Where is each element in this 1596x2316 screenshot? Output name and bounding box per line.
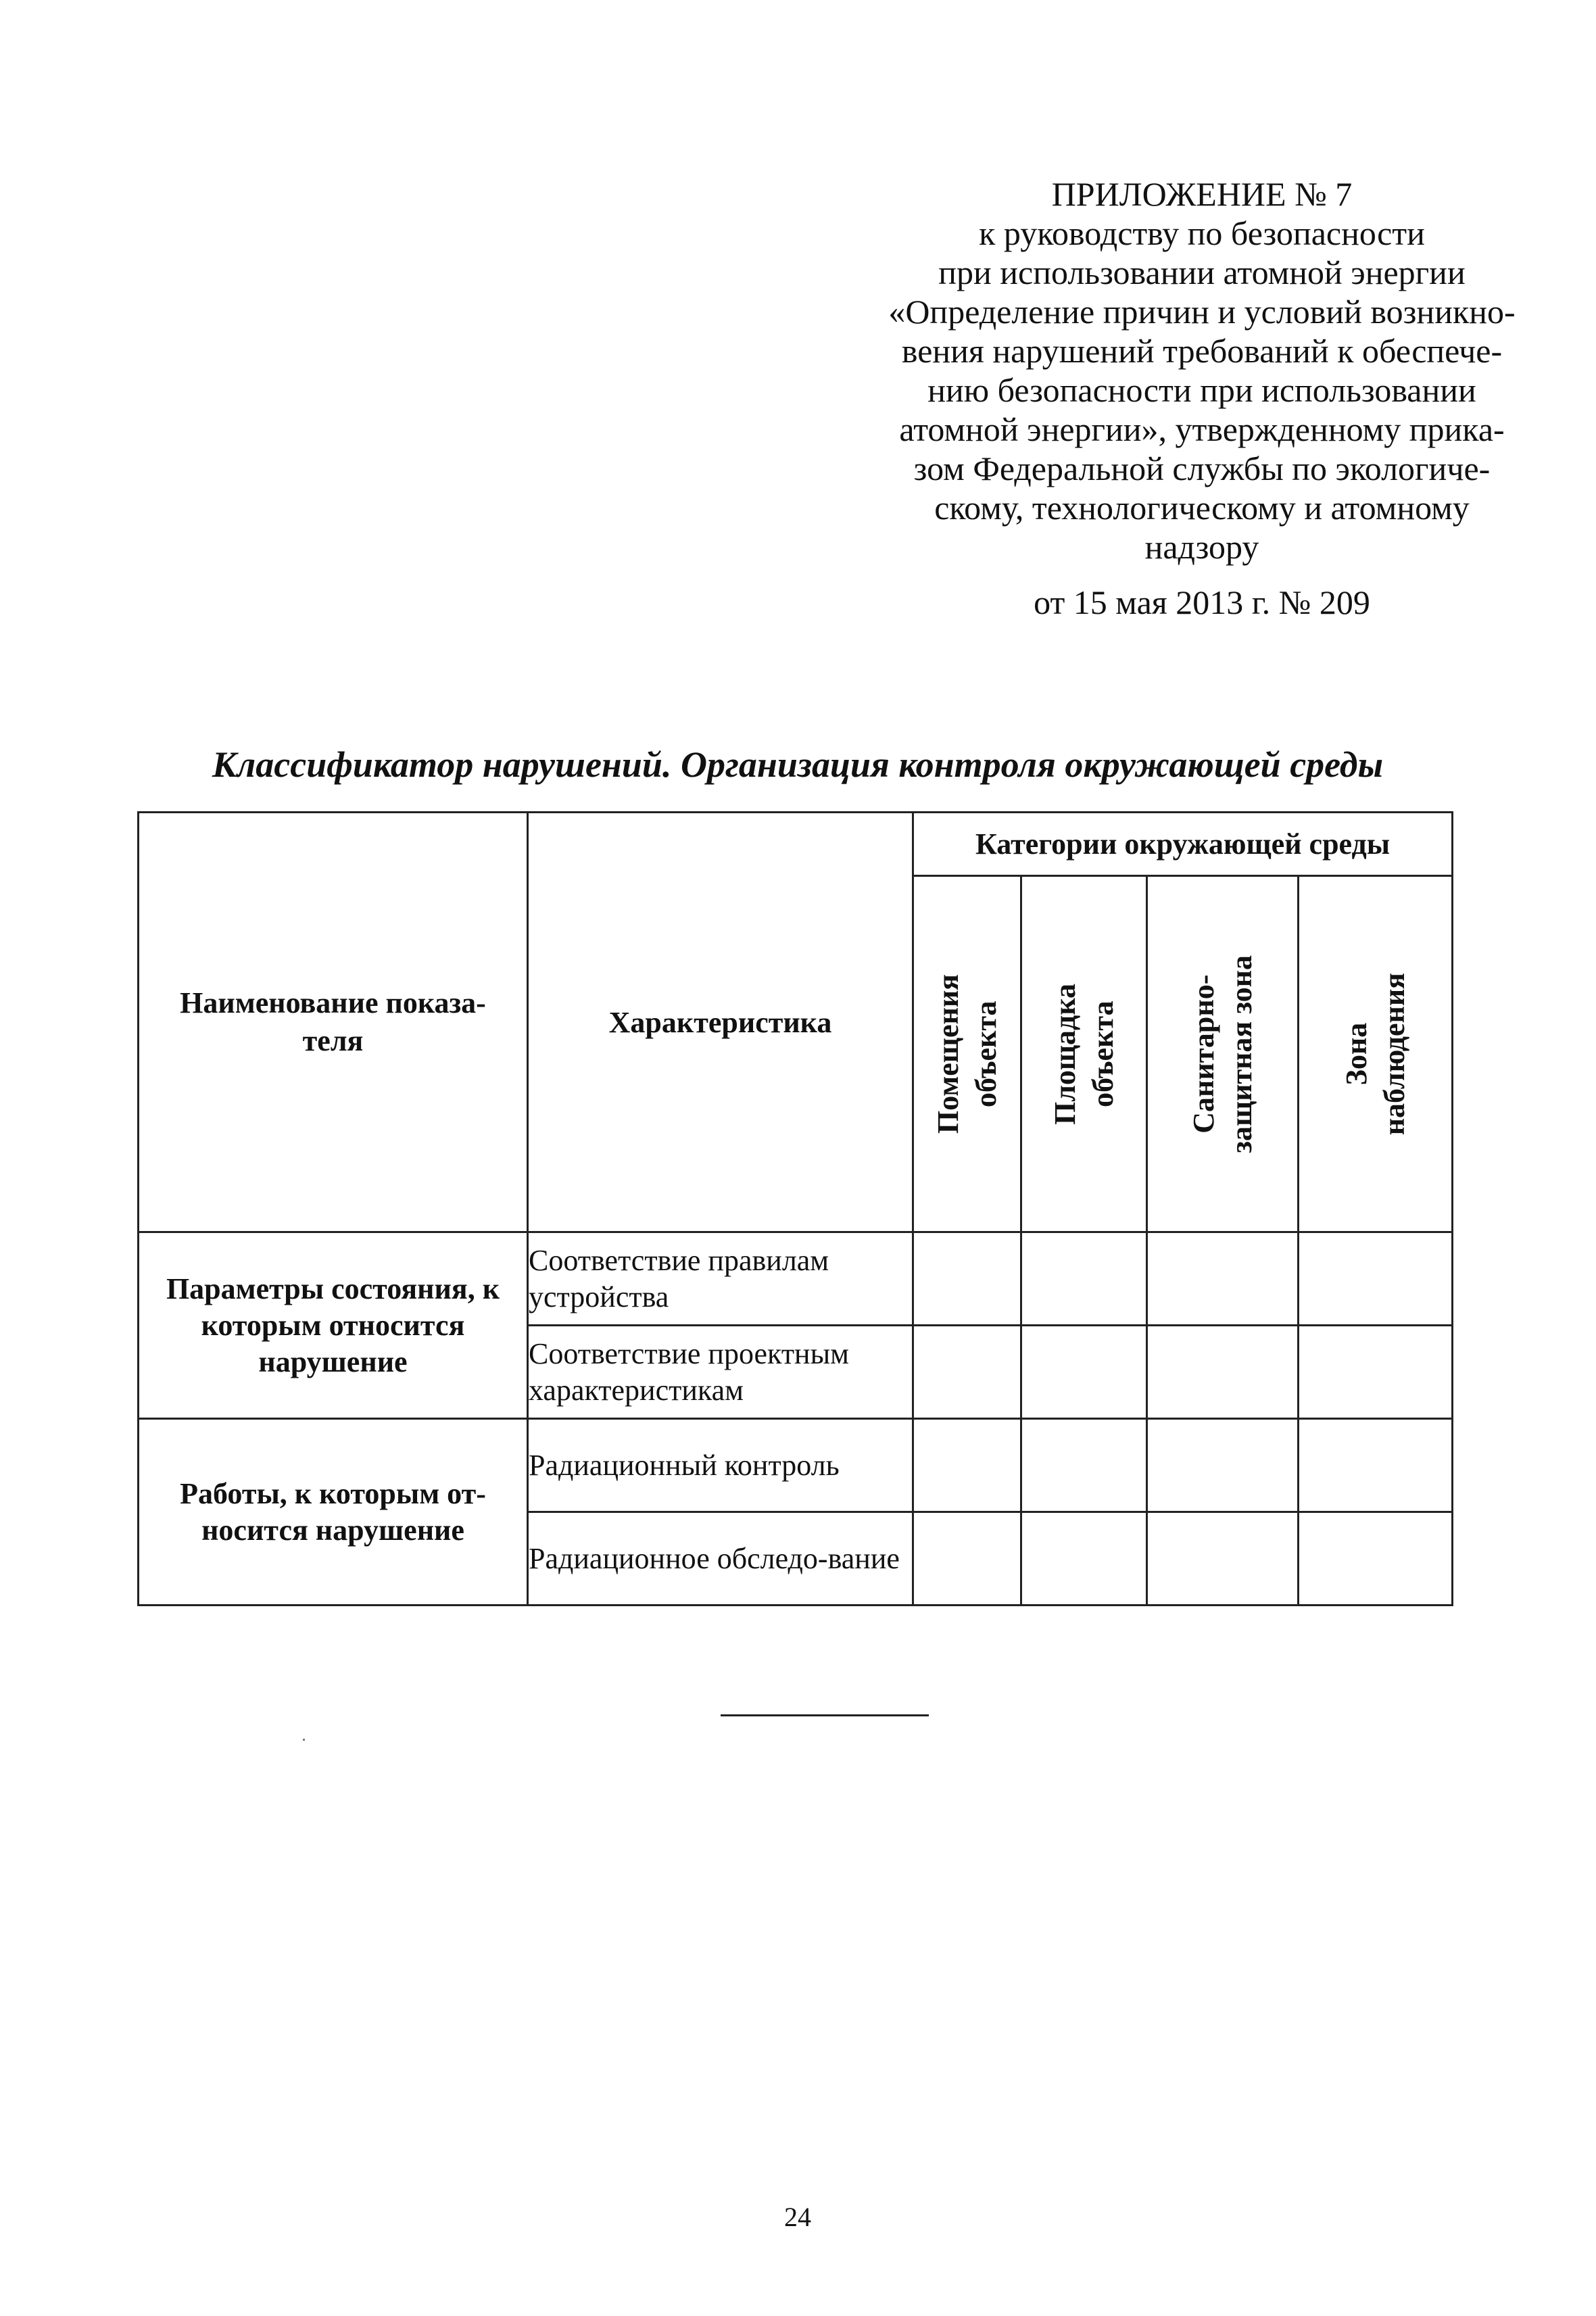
closing-rule xyxy=(721,1714,929,1716)
appendix-line: к руководству по безопасности xyxy=(979,214,1425,252)
document-title: Классификатор нарушений. Организация контроля окружающей среды xyxy=(212,744,1384,785)
appendix-heading: ПРИЛОЖЕНИЕ № 7 xyxy=(1051,175,1353,213)
table-header-row xyxy=(139,813,1453,876)
characteristic-cell: Радиационное обследо-вание xyxy=(528,1512,913,1606)
appendix-line: зом Федеральной службы по экологиче- xyxy=(913,450,1491,487)
characteristic-cell: Соответствие проектным характеристикам xyxy=(528,1326,913,1419)
group-cell: Параметры состояния, к которым относится нарушение xyxy=(139,1232,528,1419)
empty-cell xyxy=(1021,1232,1147,1326)
page-number: 24 xyxy=(784,2202,811,2232)
empty-cell xyxy=(1147,1326,1299,1419)
table-row xyxy=(139,1232,1453,1326)
appendix-line: при использовании атомной энергии xyxy=(938,254,1466,291)
appendix-block xyxy=(830,174,1574,622)
empty-cell xyxy=(1147,1512,1299,1606)
appendix-line: «Определение причин и условий возникно- xyxy=(888,293,1516,331)
category-header xyxy=(913,876,1021,1232)
category-label: Помещения объекта xyxy=(931,973,1002,1134)
empty-cell xyxy=(1021,1512,1147,1606)
category-header xyxy=(1299,876,1453,1232)
category-label: Зона наблюдения xyxy=(1339,972,1411,1136)
empty-cell xyxy=(913,1326,1021,1419)
empty-cell xyxy=(913,1232,1021,1326)
column-header-categories: Категории окружающей среды xyxy=(913,813,1453,876)
empty-cell xyxy=(1147,1419,1299,1512)
column-header-characteristic: Характеристика xyxy=(528,813,913,1232)
category-header xyxy=(1147,876,1299,1232)
category-label: Санитарно- защитная зона xyxy=(1186,955,1258,1153)
appendix-date: от 15 мая 2013 г. № 209 xyxy=(1034,583,1370,621)
characteristic-cell: Радиационный контроль xyxy=(528,1419,913,1512)
category-label: Площадка объекта xyxy=(1048,983,1119,1125)
empty-cell xyxy=(1021,1326,1147,1419)
empty-cell xyxy=(913,1419,1021,1512)
empty-cell xyxy=(1299,1326,1453,1419)
column-header-name: Наименование показа-теля xyxy=(139,813,528,1232)
empty-cell xyxy=(913,1512,1021,1606)
empty-cell xyxy=(1299,1232,1453,1326)
empty-cell xyxy=(1299,1419,1453,1512)
appendix-line: атомной энергии», утвержденному прика- xyxy=(899,410,1505,448)
classifier-table xyxy=(137,811,1453,1606)
group-cell: Работы, к которым от-носится нарушение xyxy=(139,1419,528,1606)
appendix-line: нию безопасности при использовании xyxy=(927,371,1476,409)
empty-cell xyxy=(1299,1512,1453,1606)
scan-speck xyxy=(303,1739,305,1741)
appendix-line: вения нарушений требований к обеспече- xyxy=(901,332,1503,370)
appendix-line: скому, технологическому и атомному xyxy=(934,489,1470,527)
empty-cell xyxy=(1147,1232,1299,1326)
appendix-line: надзору xyxy=(1144,528,1259,566)
characteristic-cell: Соответствие правилам устройства xyxy=(528,1232,913,1326)
empty-cell xyxy=(1021,1419,1147,1512)
category-header xyxy=(1021,876,1147,1232)
table-row xyxy=(139,1419,1453,1512)
